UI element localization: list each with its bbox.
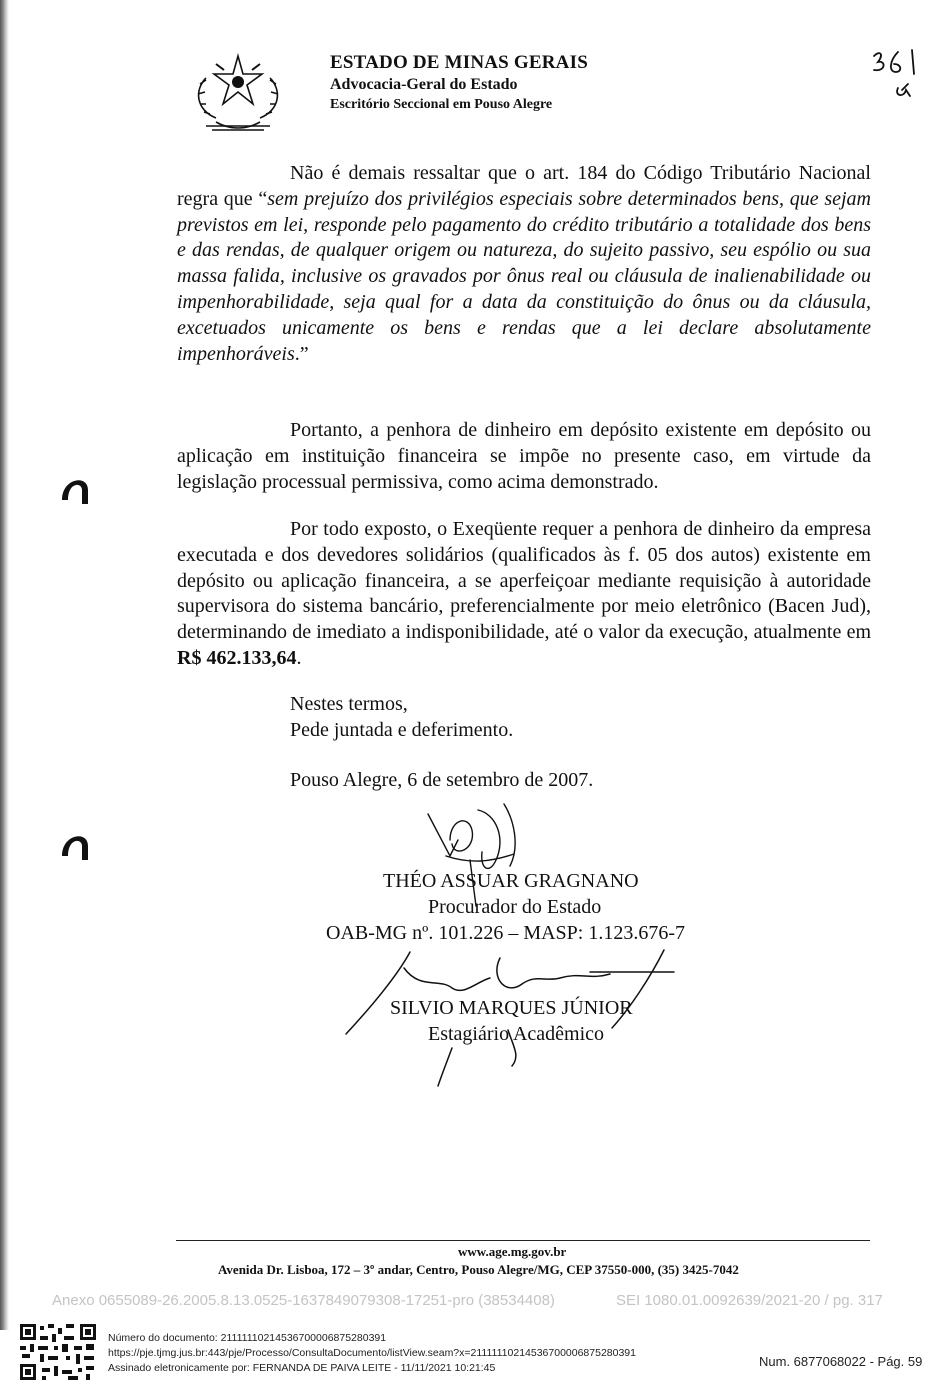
signer-1-registration: OAB-MG nº. 101.226 – MASP: 1.123.676-7: [326, 922, 686, 944]
footer-address: Avenida Dr. Lisboa, 172 – 3º andar, Centro, Pouso Alegre/MG, CEP 37550-000, (35) 3425-7042: [218, 1262, 739, 1277]
pje-document-number: Número do documento: 21111110214536700006875280391: [108, 1332, 387, 1344]
paragraph-2-text: Portanto, a penhora de dinheiro em depósito existente em depósito ou aplicação em instituição financeira se impõe no presente caso, em virtude da legislação processual permissiva, como acima demonstrado.: [177, 419, 871, 493]
pje-num-page: Num. 6877068022 - Pág. 59: [759, 1354, 923, 1369]
watermark-annex: Anexo 0655089-26.2005.8.13.0525-1637849079308-17251-pro (38534408): [52, 1292, 555, 1309]
paragraph-request: [177, 517, 871, 672]
paragraph-3-text: Por todo exposto, o Exeqüente requer a penhora de dinheiro da empresa executada e dos devedores solidários (qualificados às f. 05 dos autos) existente em depósito ou aplicação financeira, a se aperfeiçoar mediante requisição à autoridade supervisora do sistema bancário, preferencialmente por meio eletrônico (Bacen Jud), determinando de imediato a indisponibilidade, até o valor da execução, atualmente em: [177, 518, 871, 644]
closing-line-1: Nestes termos,: [290, 693, 408, 715]
signer-1-role: Procurador do Estado: [428, 896, 602, 918]
signer-1-name: THÉO ASSUAR GRAGNANO: [383, 870, 639, 892]
signer-2-role: Estagiário Acadêmico: [428, 1023, 605, 1045]
footer-website: www.age.mg.gov.br: [458, 1244, 567, 1259]
state-name: ESTADO DE MINAS GERAIS: [330, 52, 588, 73]
letterhead: [330, 52, 588, 113]
handwritten-page-number: [868, 44, 928, 104]
state-coat-of-arms-seal: [186, 48, 290, 134]
paragraph-penhora: [177, 418, 871, 495]
scan-edge: [0, 0, 9, 1330]
paragraph-3-end: .: [296, 646, 302, 669]
place-and-date: Pouso Alegre, 6 de setembro de 2007.: [290, 769, 594, 791]
office-name: Escritório Seccional em Pouso Alegre: [330, 97, 553, 112]
qr-code: [18, 1322, 98, 1382]
paragraph-1-intro: Não é demais ressaltar que o art. 184 do Código Tributário Nacional regra que “: [177, 162, 871, 210]
punch-hole-mark-top: [58, 470, 92, 508]
paragraph-1-end: .”: [294, 342, 309, 365]
agency-name: Advocacia-Geral do Estado: [330, 76, 518, 93]
pje-signed-by: Assinado eletronicamente por: FERNANDA DE PAIVA LEITE - 11/11/2021 10:21:45: [108, 1362, 496, 1374]
footer-divider: [176, 1240, 870, 1241]
punch-hole-mark-bottom: [58, 826, 92, 864]
signer-2-name: SILVIO MARQUES JÚNIOR: [390, 997, 633, 1019]
paragraph-1-quote: sem prejuízo dos privilégios especiais sobre determinados bens, que sejam previstos em lei, responde pelo pagamento do crédito tributário a totalidade dos bens e das rendas, de qualquer origem ou natureza, do sujeito passivo, seu espólio ou sua massa falida, inclusive os gravados por ônus real ou cláusula de inalienabilidade ou impenhorabilidade, seja qual for a data da constituição do ônus ou da cláusula, excetuados unicamente os bens e rendas que a lei declare absolutamente impenhoráveis: [177, 187, 872, 365]
watermark-sei: SEI 1080.01.0092639/2021-20 / pg. 317: [616, 1292, 883, 1309]
paragraph-art-184: [177, 161, 871, 367]
signature-scribble-1: [410, 800, 560, 910]
closing-line-2: Pede juntada e deferimento.: [290, 719, 514, 741]
pje-document-url[interactable]: https://pje.tjmg.jus.br:443/pje/Processo/ConsultaDocumento/listView.seam?x=21111110214536700006875280391: [108, 1347, 636, 1359]
execution-amount: R$ 462.133,64: [177, 646, 297, 669]
